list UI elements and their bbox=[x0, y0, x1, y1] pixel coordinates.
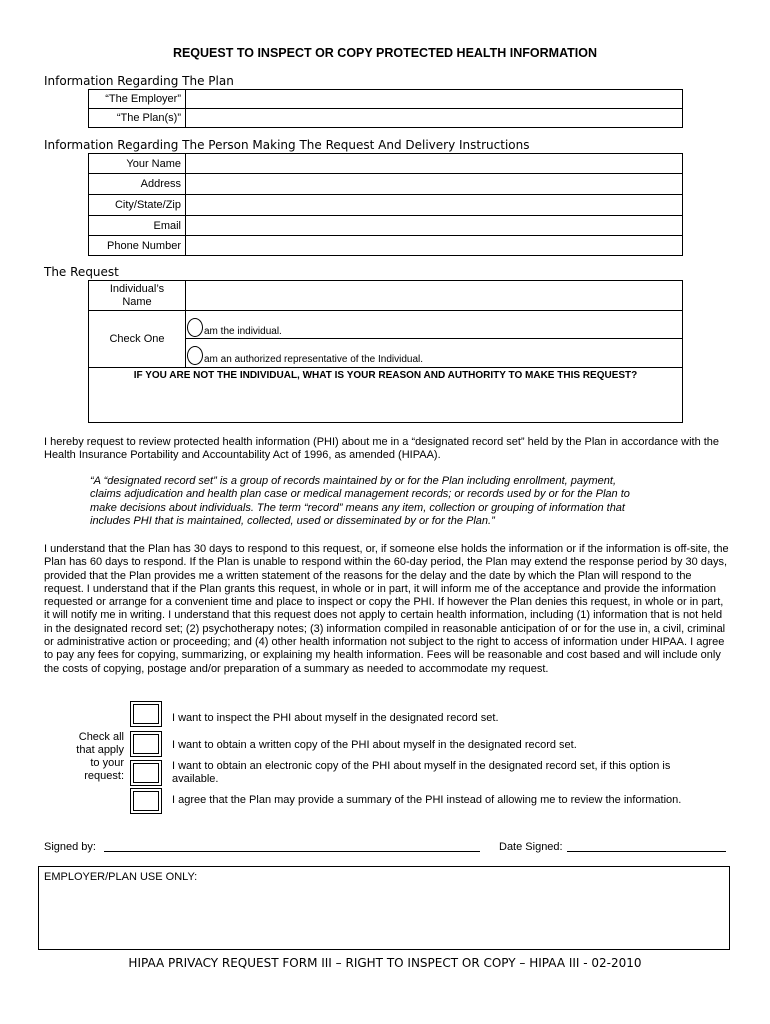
check-all-line-1: Check all bbox=[78, 731, 124, 743]
signed-by-label: Signed by: bbox=[44, 841, 96, 853]
option-inspect-label: I want to inspect the PHI about myself in the designated record set. bbox=[172, 712, 499, 724]
signature-field[interactable] bbox=[104, 851, 480, 852]
checkbox-written-copy[interactable] bbox=[130, 731, 162, 757]
reason-prompt: IF YOU ARE NOT THE INDIVIDUAL, WHAT IS YOUR REASON AND AUTHORITY TO MAKE THIS REQUEST? bbox=[133, 370, 638, 381]
person-info-table bbox=[88, 153, 683, 256]
radio-representative[interactable] bbox=[187, 346, 203, 365]
option-representative-label: am an authorized representative of the Individual. bbox=[204, 354, 424, 365]
reason-field[interactable] bbox=[89, 368, 683, 423]
checkbox-electronic-copy[interactable] bbox=[130, 760, 162, 786]
request-table bbox=[88, 280, 683, 423]
date-signed-label: Date Signed: bbox=[499, 841, 563, 853]
individual-label-line-2: Name bbox=[122, 295, 152, 308]
plan-info-table bbox=[88, 89, 683, 128]
phone-number-field[interactable] bbox=[186, 236, 683, 256]
check-one-options bbox=[186, 311, 683, 368]
plans-label: “The Plan(s)” bbox=[89, 109, 186, 128]
check-all-line-2: that apply bbox=[76, 744, 124, 756]
option-summary-label: I agree that the Plan may provide a summary of the PHI instead of allowing me to review the information. bbox=[172, 794, 682, 806]
check-all-line-4: request: bbox=[84, 770, 124, 782]
address-field[interactable] bbox=[186, 174, 683, 195]
individual-name-field[interactable] bbox=[186, 281, 683, 311]
employer-use-box[interactable] bbox=[38, 866, 730, 950]
checkbox-inspect[interactable] bbox=[130, 701, 162, 727]
radio-individual[interactable] bbox=[187, 318, 203, 337]
employer-label: “The Employer” bbox=[89, 90, 186, 109]
option-representative-row[interactable] bbox=[186, 339, 682, 365]
checkbox-summary[interactable] bbox=[130, 788, 162, 814]
plan-section-heading: Information Regarding The Plan bbox=[44, 74, 234, 88]
phone-number-label: Phone Number bbox=[89, 236, 186, 256]
person-section-heading: Information Regarding The Person Making The Request And Delivery Instructions bbox=[44, 138, 530, 152]
plans-field[interactable] bbox=[186, 109, 683, 128]
email-field[interactable] bbox=[186, 216, 683, 236]
city-state-zip-label: City/State/Zip bbox=[89, 195, 186, 216]
request-statement: I hereby request to review protected health information (PHI) about me in a “designated record set” held by the Plan in accordance with the Health Insurance Portability and Accountability Act of 1996, as amended (HIPAA). bbox=[44, 436, 720, 462]
employer-field[interactable] bbox=[186, 90, 683, 109]
designated-record-set-definition: “A “designated record set” is a group of records maintained by or for the Plan including enrollment, payment, claims adjudication and health plan case or medical management records; or records used by or for the Plan to make decisions about individuals. The term “record” means any item, collection or grouping of information that includes PHI that is maintained, collected, used or disseminated by or for the Plan.” bbox=[90, 475, 630, 527]
city-state-zip-field[interactable] bbox=[186, 195, 683, 216]
option-individual-row[interactable] bbox=[186, 311, 682, 339]
request-section-heading: The Request bbox=[44, 265, 119, 279]
employer-use-label: EMPLOYER/PLAN USE ONLY: bbox=[44, 871, 198, 883]
individual-label-line-1: Individual’s bbox=[109, 282, 165, 295]
terms-paragraph: I understand that the Plan has 30 days to respond to this request, or, if someone else holds the information or if the information is off-site, the Plan has 60 days to respond. If the Plan is unable to respond within the 60-day period, the Plan may extend the response period by 30 days, provided that the Plan provides me a written statement of the reasons for the delay and the date by which the Plan will respond to the request. I understand that if the Plan grants this request, in whole or in part, it will inform me of the acceptance and provide the information requested or arrange for a convenient time and place to inspect or copy the PHI. If however the Plan denies this request, in whole or in part, it will notify me in writing. I understand that this request does not apply to certain health information, including (1) information that is not held in the designated record set; (2) psychotherapy notes; (3) information compiled in reasonable anticipation of or for the use in, a civil, criminal or administrative action or proceeding; and (4) other health information not subject to the right to access of information under HIPAA. I agree to pay any fees for copying, summarizing, or explaining my health information. Fees will be reasonable and cost based and will include only the costs of copying, postage and/or preparation of a summary as needed to accommodate my request. bbox=[44, 543, 729, 675]
your-name-field[interactable] bbox=[186, 154, 683, 174]
check-all-label bbox=[44, 731, 124, 783]
your-name-label: Your Name bbox=[89, 154, 186, 174]
option-electronic-copy-label: I want to obtain an electronic copy of the PHI about myself in the designated record set, if this option is available. bbox=[172, 760, 671, 785]
check-one-label: Check One bbox=[89, 311, 186, 368]
form-footer: HIPAA PRIVACY REQUEST FORM III – RIGHT TO INSPECT OR COPY – HIPAA III - 02-2010 bbox=[128, 956, 642, 970]
option-written-copy-label: I want to obtain a written copy of the PHI about myself in the designated record set. bbox=[172, 739, 577, 751]
check-all-line-3: to your bbox=[90, 757, 124, 769]
individual-name-label bbox=[89, 281, 186, 311]
address-label: Address bbox=[89, 174, 186, 195]
email-label: Email bbox=[89, 216, 186, 236]
date-signed-field[interactable] bbox=[567, 851, 726, 852]
form-title: REQUEST TO INSPECT OR COPY PROTECTED HEALTH INFORMATION bbox=[172, 46, 598, 60]
option-individual-label: am the individual. bbox=[204, 326, 282, 337]
